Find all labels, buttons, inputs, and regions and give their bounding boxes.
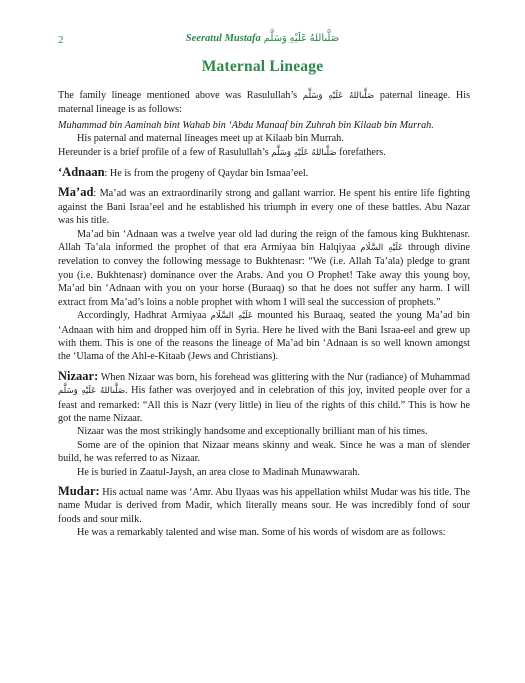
term-maad: Ma’ad xyxy=(58,185,94,200)
peace-honorific: عَلَيْهِ السَّلَام xyxy=(210,311,254,322)
running-honorific: صَلَّىاللهُ عَلَيْهِ وَسَلَّم xyxy=(263,33,340,44)
maternal-lineage-text: Muhammad bin Aaminah bint Wahab bin ‘Abdu Manaaf bin Zuhrah bin Kilaab bin Murrah. xyxy=(58,119,434,131)
paragraph-text: : Ma’ad was an extraordinarily strong and gallant warrior. He spent his entire life fighting against the Bani Israa’eel and he established his triumph in every one of these battles. Abu Nazar was his title. xyxy=(58,188,470,227)
paragraph-text: The family lineage mentioned above was Rasulullah’s xyxy=(58,90,298,101)
paragraph-maad-syria xyxy=(58,309,470,364)
paragraph-text: paternal lineage. His maternal lineage is as follows: xyxy=(58,90,471,116)
paragraph-nizaar-burial: He is buried in Zaatul-Jaysh, an area close to Madinah Munawwarah. xyxy=(77,466,360,478)
paragraph-mudar-wisdom: He was a remarkably talented and wise man. Some of his words of wisdom are as follows: xyxy=(77,527,446,539)
peace-honorific: عَلَيْهِ السَّلَام xyxy=(360,243,404,254)
salutation-honorific: صَلَّىاللهُ عَلَيْهِ وَسَلَّم xyxy=(271,147,337,158)
paragraph-profile-intro xyxy=(58,146,470,160)
page-content xyxy=(58,89,470,540)
paragraph-text: : He is from the progeny of Qaydar bin Ismaa’eel. xyxy=(104,168,309,180)
section-maad xyxy=(58,186,470,227)
running-header xyxy=(0,33,525,44)
salutation-honorific: صَلَّىاللهُ عَلَيْهِ وَسَلَّم xyxy=(58,386,126,397)
paragraph-text: When Nizaar was born, his forehead was glittering with the Nur (radiance) of Muhammad xyxy=(98,371,470,383)
paragraph-text: mounted his Buraaq, seated the young Ma’ad bin ‘Adnaan with him and dropped him off in Syria. Here he lived with the Bani Israa-eel and grew up with them. This is one of the reasons the lineage of Ma’ad bin ‘Adnaan is so well known amongst the ‘Ulama of the Ahl-e-Kitaab (Jews and Christians). xyxy=(58,310,471,363)
salutation-honorific: صَلَّىاللهُ عَلَيْهِ وَسَلَّم xyxy=(302,91,375,101)
page-number: 2 xyxy=(58,34,64,46)
paragraph-text: forefathers. xyxy=(339,146,386,158)
section-nizaar xyxy=(58,370,470,426)
paragraph-intro xyxy=(58,89,470,117)
term-mudar: Mudar: xyxy=(58,483,100,498)
paragraph-text: through divine revelation to convey the following message to Bukhtenasr: “We (i.e. Allah Ta’ala) pledge to grant you (i.e. Bukhtenasr) dominance over the Arabs. And you O Prophet! Take away this young boy, Ma’ad bin ‘Adnaan with you on your horse (Buraaq) so that he does not suffer any harm. I will extract from Ma’ad’s loins a noble prophet with whom I will seal the succession of prophets.” xyxy=(58,242,470,308)
chapter-title: Maternal Lineage xyxy=(201,58,324,75)
running-title: Seeratul Mustafa xyxy=(185,33,261,44)
term-nizaar: Nizaar: xyxy=(58,368,99,383)
paragraph-text: His actual name was ‘Amr. Abu Ilyaas was his appellation whilst Mudar was his title. The name Mudar is derived from Madir, which literally means sour. He was incredibly fond of sour foods and sour milk. xyxy=(58,486,470,525)
paragraph-nizaar-handsome: Nizaar was the most strikingly handsome and exceptionally brilliant man of his times. xyxy=(77,426,428,438)
paragraph-text: Accordingly, Hadhrat Armiyaa xyxy=(77,310,207,322)
section-adnaan xyxy=(58,166,470,180)
paragraph-text: Hereunder is a brief profile of a few of Rasulullah’s xyxy=(58,146,269,158)
paragraph-text: Ma’ad bin ‘Adnaan was a twelve year old lad during the reign of the famous king Bukhtenasr. Allah Ta’ala informed the prophet of that era Armiyaa bin Halqiyaa xyxy=(58,228,470,254)
section-mudar xyxy=(58,485,470,526)
paragraph-lineages-meet: His paternal and maternal lineages meet up at Kilaab bin Murrah. xyxy=(77,133,344,145)
term-adnaan: ‘Adnaan xyxy=(58,165,105,180)
paragraph-text: . His father was overjoyed and in celebration of this joy, invited people over for a feast and remarked: “All this is Nazr (very little) in lieu of the rights of this child.” This is how he got the name Nizaar. xyxy=(58,385,470,424)
paragraph-nizaar-meaning: Some are of the opinion that Nizaar means skinny and weak. Since he was a man of slender build, he was referred to as Nizaar. xyxy=(58,439,470,465)
paragraph-maad-bukhtenasr xyxy=(58,228,470,309)
